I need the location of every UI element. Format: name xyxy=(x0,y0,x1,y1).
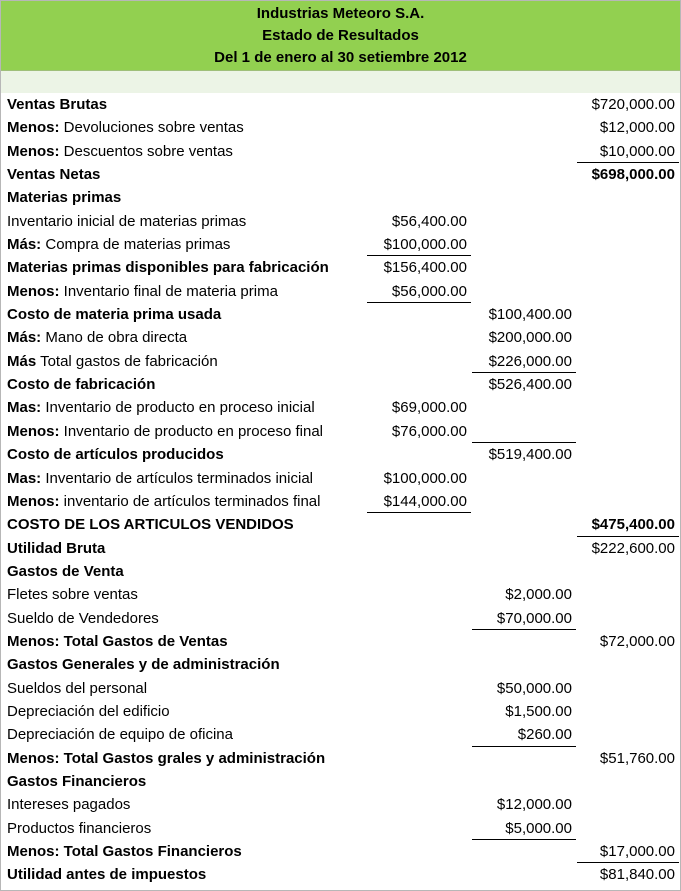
row-label-prefix: Ventas Netas xyxy=(7,166,101,184)
amount-c1: $100,000.00 xyxy=(368,233,467,256)
statement-row xyxy=(1,186,680,209)
statement-row xyxy=(1,116,680,139)
statement-row xyxy=(1,537,680,560)
statement-row xyxy=(1,350,680,373)
statement-row xyxy=(1,443,680,466)
row-label-prefix: Mas: xyxy=(7,399,42,417)
row-label-prefix: Materias primas xyxy=(7,189,122,207)
row-label xyxy=(7,396,315,419)
row-label-text: Inventario de producto en proceso inicial xyxy=(41,399,315,417)
amount-c1: $56,400.00 xyxy=(391,212,467,230)
row-label-prefix: COSTO DE LOS ARTICULOS VENDIDOS xyxy=(7,516,294,534)
row-label-prefix: Costo de materia prima usada xyxy=(7,306,222,324)
statement-row xyxy=(1,467,680,490)
statement-row xyxy=(1,373,680,396)
row-label-text: Descuentos sobre ventas xyxy=(59,142,233,160)
statement-row xyxy=(1,93,680,116)
amount-c3: $720,000.00 xyxy=(591,96,675,113)
row-label-prefix: Utilidad antes de impuestos xyxy=(7,866,207,884)
row-label xyxy=(7,140,233,163)
amount-c3: $475,400.00 xyxy=(577,513,675,536)
amount-c1: $56,000.00 xyxy=(368,280,467,303)
amount-c1: $100,000.00 xyxy=(383,469,467,487)
amount-c3: $698,000.00 xyxy=(591,166,675,184)
row-label-prefix: Menos: xyxy=(7,492,60,510)
row-label-prefix: Menos: Total Gastos de Ventas xyxy=(7,632,228,650)
row-label-text: Mano de obra directa xyxy=(41,329,188,347)
row-label-prefix: Gastos de Venta xyxy=(7,562,124,580)
amount-c2: $12,000.00 xyxy=(496,796,572,814)
statement-row xyxy=(1,303,680,326)
statement-row xyxy=(1,770,680,793)
row-label-text: Total gastos de fabricación xyxy=(36,352,218,370)
row-label xyxy=(7,560,124,583)
company-name: Industrias Meteoro S.A. xyxy=(256,5,425,23)
row-label xyxy=(7,210,246,233)
statement-row xyxy=(1,793,680,816)
statement-rows xyxy=(1,93,680,887)
row-label-prefix: Menos: xyxy=(7,119,60,137)
row-label xyxy=(7,513,294,536)
amount-c3: $12,000.00 xyxy=(599,119,675,137)
statement-row xyxy=(1,863,680,886)
amount-c3: $222,600.00 xyxy=(591,539,675,557)
amount-c2: $200,000.00 xyxy=(488,329,572,347)
amount-c2 xyxy=(472,420,572,443)
statement-row xyxy=(1,840,680,863)
statement-row xyxy=(1,513,680,536)
row-label-prefix: Costo de fabricación xyxy=(7,376,156,394)
row-label-prefix: Menos: Total Gastos Financieros xyxy=(7,843,242,860)
statement-row xyxy=(1,583,680,606)
row-label xyxy=(7,420,323,443)
row-label-text: Inventario de artículos terminados inicial xyxy=(41,469,313,487)
row-label xyxy=(7,607,159,630)
row-label xyxy=(7,467,313,490)
row-label-text: Depreciación del edificio xyxy=(7,702,170,720)
statement-row xyxy=(1,747,680,770)
statement-row xyxy=(1,256,680,279)
row-label xyxy=(7,280,278,303)
row-label-prefix: Más: xyxy=(7,329,42,347)
row-label xyxy=(7,186,121,209)
row-label xyxy=(7,770,146,793)
row-label-text: Fletes sobre ventas xyxy=(7,586,138,604)
row-label xyxy=(7,490,320,513)
row-label-prefix: Más: xyxy=(7,236,42,254)
amount-c1: $144,000.00 xyxy=(368,490,467,513)
amount-c2: $70,000.00 xyxy=(472,607,572,630)
row-label-prefix: Costo de artículos producidos xyxy=(7,446,224,464)
statement-row xyxy=(1,607,680,630)
statement-row xyxy=(1,140,680,163)
row-label xyxy=(7,583,138,606)
row-label-text: Sueldos del personal xyxy=(7,679,148,697)
statement-row xyxy=(1,280,680,303)
row-label xyxy=(7,93,107,116)
statement-row xyxy=(1,420,680,443)
spacer-band xyxy=(1,71,680,93)
row-label-text: Depreciación de equipo de oficina xyxy=(7,726,233,744)
statement-row xyxy=(1,723,680,746)
amount-c3: $17,000.00 xyxy=(577,840,675,863)
row-label xyxy=(7,630,228,653)
row-label xyxy=(7,537,105,560)
row-label xyxy=(7,373,155,396)
statement-row xyxy=(1,677,680,700)
row-label-prefix: Materias primas disponibles para fabricación xyxy=(7,259,329,277)
amount-c1: $156,400.00 xyxy=(383,259,467,277)
row-label-prefix: Más xyxy=(7,352,37,370)
statement-row xyxy=(1,326,680,349)
amount-c2: $226,000.00 xyxy=(472,350,572,373)
row-label-text: Intereses pagados xyxy=(7,796,131,814)
row-label-prefix: Menos: xyxy=(7,422,60,440)
row-label xyxy=(7,653,280,676)
row-label xyxy=(7,723,233,746)
row-label-text: Sueldo de Vendedores xyxy=(7,609,159,627)
row-label xyxy=(7,817,151,840)
row-label xyxy=(7,747,325,770)
amount-c2: $1,500.00 xyxy=(505,702,572,720)
statement-header xyxy=(1,1,680,71)
amount-c2: $526,400.00 xyxy=(488,376,572,394)
row-label xyxy=(7,350,218,373)
amount-c3: $72,000.00 xyxy=(599,632,675,650)
amount-c2: $519,400.00 xyxy=(488,446,572,464)
row-label-prefix: Mas: xyxy=(7,469,42,487)
row-label xyxy=(7,233,230,256)
row-label-prefix: Utilidad Bruta xyxy=(7,539,106,557)
row-label xyxy=(7,863,206,886)
row-label-text: Productos financieros xyxy=(7,819,152,837)
row-label-prefix: Menos: xyxy=(7,282,60,300)
amount-c2: $260.00 xyxy=(472,723,572,746)
row-label-text: Inventario final de materia prima xyxy=(59,282,278,300)
statement-row xyxy=(1,210,680,233)
row-label xyxy=(7,677,147,700)
amount-c1: $69,000.00 xyxy=(391,399,467,417)
row-label-prefix: Gastos Financieros xyxy=(7,772,147,790)
amount-c2: $2,000.00 xyxy=(505,586,572,604)
amount-c2: $50,000.00 xyxy=(496,679,572,697)
row-label-prefix: Menos: Total Gastos grales y administración xyxy=(7,749,326,767)
amount-c3: $81,840.00 xyxy=(599,866,675,884)
row-label xyxy=(7,303,221,326)
statement-row xyxy=(1,163,680,186)
row-label xyxy=(7,443,224,466)
row-label xyxy=(7,793,130,816)
row-label-prefix: Ventas Brutas xyxy=(7,96,108,113)
statement-row xyxy=(1,700,680,723)
row-label-text: inventario de artículos terminados final xyxy=(59,492,321,510)
row-label-text: Devoluciones sobre ventas xyxy=(59,119,244,137)
statement-row xyxy=(1,490,680,513)
row-label xyxy=(7,326,187,349)
row-label-text: Compra de materias primas xyxy=(41,236,231,254)
statement-row xyxy=(1,653,680,676)
row-label xyxy=(7,116,244,139)
statement-row xyxy=(1,560,680,583)
report-title: Estado de Resultados xyxy=(262,26,419,44)
row-label-prefix: Gastos Generales y de administración xyxy=(7,656,280,674)
row-label xyxy=(7,840,242,863)
statement-row xyxy=(1,630,680,653)
amount-c2: $100,400.00 xyxy=(488,306,572,324)
row-label xyxy=(7,700,170,723)
amount-c1: $76,000.00 xyxy=(391,422,467,440)
statement-row xyxy=(1,233,680,256)
row-label-prefix: Menos: xyxy=(7,142,60,160)
amount-c3: $10,000.00 xyxy=(577,140,675,163)
amount-c2: $5,000.00 xyxy=(472,817,572,840)
row-label xyxy=(7,163,100,186)
row-label-text: Inventario inicial de materias primas xyxy=(7,212,247,230)
statement-row xyxy=(1,817,680,840)
amount-c3: $51,760.00 xyxy=(599,749,675,767)
row-label-text: Inventario de producto en proceso final xyxy=(59,422,324,440)
row-label xyxy=(7,256,329,279)
statement-row xyxy=(1,396,680,419)
report-period: Del 1 de enero al 30 setiembre 2012 xyxy=(214,48,467,66)
